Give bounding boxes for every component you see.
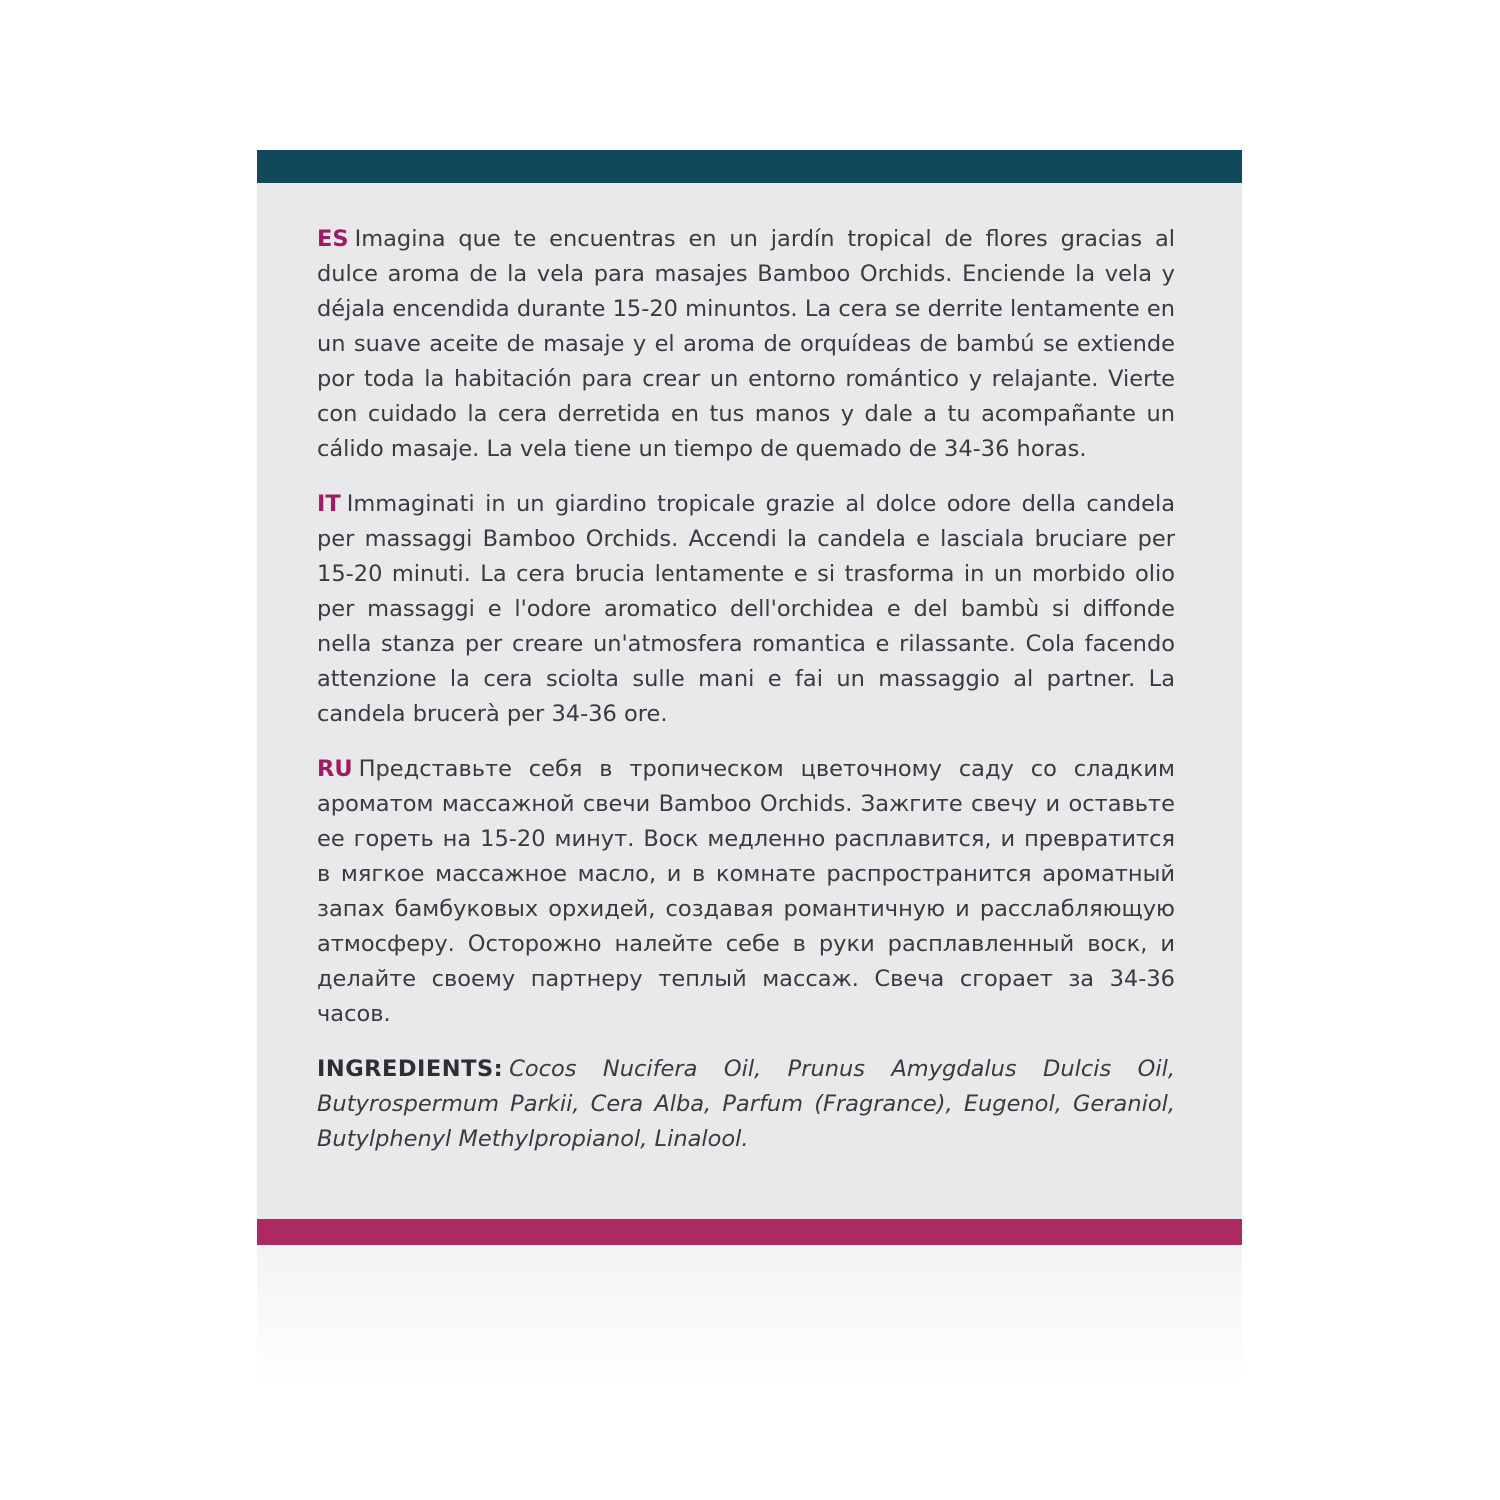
top-color-band: [257, 150, 1242, 183]
section-es-text: Imagina que te encuentras en un jardín tropical de flores gracias al dulce aroma de la vela para masajes Bamboo Orchids. Enciende la vela y déjala encendida durante 15-20 minuntos. La cera se derrite lentamente en un suave aceite de masaje y el aroma de orquídeas de bambú se extiende por toda la habitación para crear un entorno romántico y relajante. Vierte con cuidado la cera derretida en tus manos y dale a tu acompañante un cálido masaje. La vela tiene un tiempo de quemado de 34-36 horas.: [317, 226, 1175, 462]
package-reflection: [257, 1245, 1242, 1385]
section-it-text: Immaginati in un giardino tropicale grazie al dolce odore della candela per massaggi Bamboo Orchids. Accendi la candela e lasciala bruciare per 15-20 minuti. La cera brucia lentamente e si trasforma in un morbido olio per massaggi e l'odore aromatico dell'orchidea e del bambù si diffonde nella stanza per creare un'atmosfera romantica e rilassante. Cola facendo attenzione la cera sciolta sulle mani e fai un massaggio al partner. La candela brucerà per 34-36 ore.: [317, 491, 1175, 727]
section-es: [317, 222, 1175, 467]
language-code-ru: RU: [317, 756, 353, 782]
ingredients-list: Cocos Nucifera Oil, Prunus Amygdalus Dulcis Oil, Butyrospermum Parkii, Cera Alba, Parfum (Fragrance), Eugenol, Geraniol, Butylphenyl Methylpropianol, Linalool.: [317, 1056, 1175, 1152]
section-ru: [317, 752, 1175, 1032]
section-it: [317, 487, 1175, 732]
label-text-area: [317, 222, 1175, 1177]
ingredients-section: [317, 1052, 1175, 1157]
bottom-color-band: [257, 1219, 1242, 1245]
language-code-it: IT: [317, 491, 341, 517]
ingredients-label: INGREDIENTS:: [317, 1056, 504, 1082]
section-ru-text: Представьте себя в тропическом цветочному саду со сладким ароматом массажной свечи Bamboo Orchids. Зажгите свечу и оставьте ее гореть на 15-20 минут. Воск медленно расплавится, и превратится в мягкое массажное масло, и в комнате распространится ароматный запах бамбуковых орхидей, создавая романтичную и расслабляющую атмосферу. Осторожно налейте себе в руки расплавленный воск, и делайте своему партнеру теплый массаж. Свеча сгорает за 34-36 часов.: [317, 756, 1175, 1027]
language-code-es: ES: [317, 226, 349, 252]
package-label: [257, 150, 1242, 1245]
